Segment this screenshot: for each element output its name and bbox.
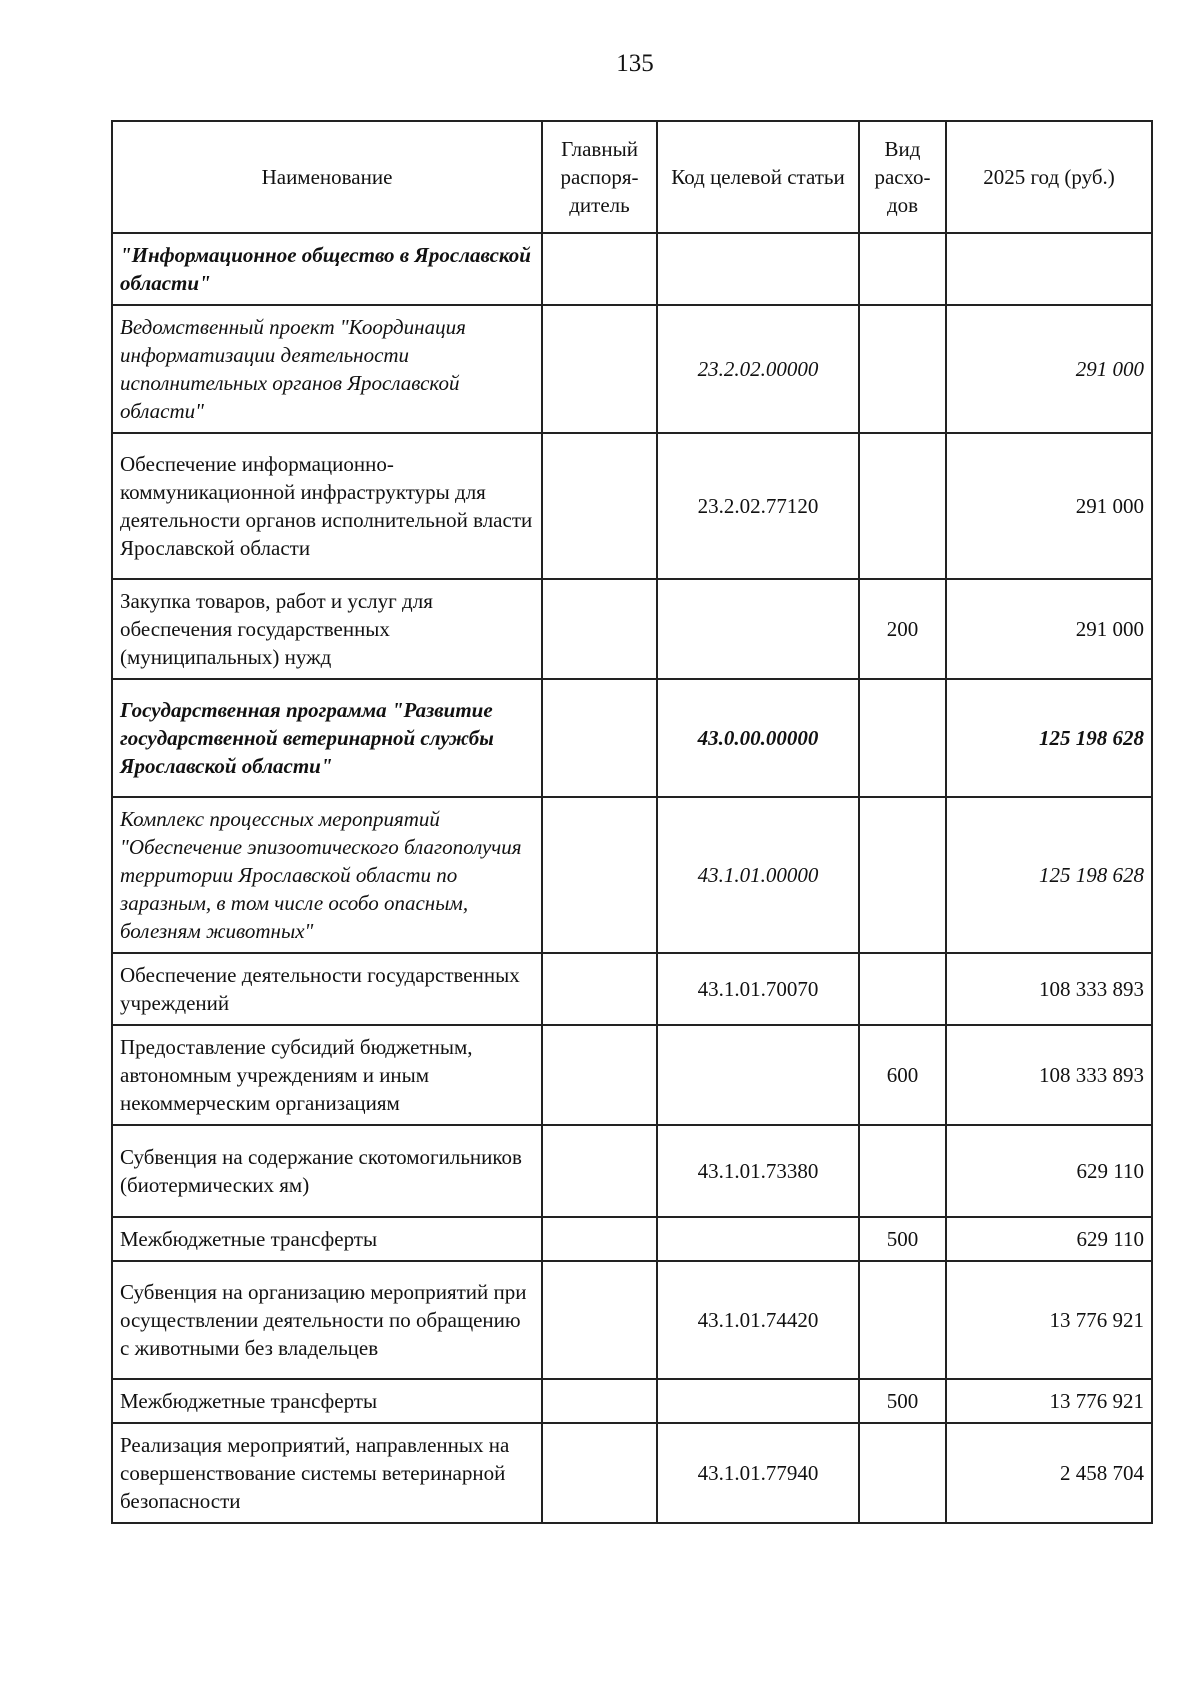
table-row [112, 1379, 1152, 1423]
row-chief-cell [542, 1217, 657, 1261]
row-chief-cell [542, 1379, 657, 1423]
row-code-cell [657, 1025, 859, 1125]
row-name-cell: Обеспечение деятельности государственных учреждений [112, 953, 542, 1025]
row-kind-cell [859, 1125, 946, 1217]
table-row [112, 797, 1152, 953]
row-kind-cell [859, 1423, 946, 1523]
row-chief-cell [542, 679, 657, 797]
row-kind-cell: 200 [859, 579, 946, 679]
table-body [112, 233, 1152, 1523]
row-chief-cell [542, 1025, 657, 1125]
table-row [112, 579, 1152, 679]
table-row [112, 1125, 1152, 1217]
row-amount-cell: 13 776 921 [946, 1379, 1152, 1423]
row-chief-cell [542, 433, 657, 579]
row-name-cell: Закупка товаров, работ и услуг для обеспечения государственных (муниципальных) нужд [112, 579, 542, 679]
row-chief-cell [542, 579, 657, 679]
header-name: Наименование [112, 121, 542, 233]
row-code-cell: 23.2.02.00000 [657, 305, 859, 433]
row-chief-cell [542, 305, 657, 433]
row-kind-cell [859, 679, 946, 797]
row-name-cell: Государственная программа "Развитие государственной ветеринарной службы Ярославской области" [112, 679, 542, 797]
header-target-code: Код целевой статьи [657, 121, 859, 233]
row-chief-cell [542, 1125, 657, 1217]
row-chief-cell [542, 1261, 657, 1379]
row-code-cell [657, 233, 859, 305]
budget-table [111, 120, 1153, 1524]
row-chief-cell [542, 233, 657, 305]
table-row [112, 1261, 1152, 1379]
header-expense-type: Вид расхо-дов [859, 121, 946, 233]
row-name-cell: Ведомственный проект "Координация информатизации деятельности исполнительных органов Ярославской области" [112, 305, 542, 433]
row-code-cell: 43.1.01.77940 [657, 1423, 859, 1523]
row-kind-cell [859, 797, 946, 953]
row-name-cell: Обеспечение информационно-коммуникационной инфраструктуры для деятельности органов исполнительной власти Ярославской области [112, 433, 542, 579]
table-row [112, 1423, 1152, 1523]
row-code-cell: 23.2.02.77120 [657, 433, 859, 579]
row-kind-cell [859, 953, 946, 1025]
row-code-cell [657, 579, 859, 679]
row-name-cell: Межбюджетные трансферты [112, 1379, 542, 1423]
table-row [112, 953, 1152, 1025]
row-amount-cell [946, 233, 1152, 305]
table-row [112, 679, 1152, 797]
row-code-cell: 43.1.01.74420 [657, 1261, 859, 1379]
row-kind-cell: 500 [859, 1379, 946, 1423]
row-name-cell: Комплекс процессных мероприятий "Обеспечение эпизоотического благополучия территории Ярославской области по заразным, в том числе особо опасным, болезням животных" [112, 797, 542, 953]
row-chief-cell [542, 797, 657, 953]
row-kind-cell [859, 1261, 946, 1379]
row-name-cell: Реализация мероприятий, направленных на совершенствование системы ветеринарной безопасности [112, 1423, 542, 1523]
row-code-cell: 43.1.01.00000 [657, 797, 859, 953]
row-kind-cell [859, 305, 946, 433]
row-name-cell: Межбюджетные трансферты [112, 1217, 542, 1261]
row-code-cell: 43.1.01.70070 [657, 953, 859, 1025]
header-year: 2025 год (руб.) [946, 121, 1152, 233]
table-row [112, 305, 1152, 433]
table-row [112, 1025, 1152, 1125]
header-row [112, 121, 1152, 233]
row-amount-cell: 13 776 921 [946, 1261, 1152, 1379]
row-amount-cell: 125 198 628 [946, 679, 1152, 797]
row-amount-cell: 291 000 [946, 433, 1152, 579]
row-amount-cell: 108 333 893 [946, 1025, 1152, 1125]
row-amount-cell: 629 110 [946, 1125, 1152, 1217]
row-kind-cell [859, 233, 946, 305]
table-row [112, 1217, 1152, 1261]
row-amount-cell: 108 333 893 [946, 953, 1152, 1025]
row-amount-cell: 291 000 [946, 579, 1152, 679]
row-amount-cell: 2 458 704 [946, 1423, 1152, 1523]
row-kind-cell [859, 433, 946, 579]
table-row [112, 233, 1152, 305]
row-amount-cell: 125 198 628 [946, 797, 1152, 953]
row-name-cell: Субвенция на организацию мероприятий при осуществлении деятельности по обращению с животными без владельцев [112, 1261, 542, 1379]
row-chief-cell [542, 953, 657, 1025]
row-kind-cell: 600 [859, 1025, 946, 1125]
row-name-cell: Предоставление субсидий бюджетным, автономным учреждениям и иным некоммерческим организациям [112, 1025, 542, 1125]
row-name-cell: "Информационное общество в Ярославской области" [112, 233, 542, 305]
row-amount-cell: 629 110 [946, 1217, 1152, 1261]
row-name-cell: Субвенция на содержание скотомогильников (биотермических ям) [112, 1125, 542, 1217]
page-number: 135 [616, 50, 654, 77]
row-code-cell [657, 1217, 859, 1261]
row-kind-cell: 500 [859, 1217, 946, 1261]
row-code-cell: 43.0.00.00000 [657, 679, 859, 797]
row-chief-cell [542, 1423, 657, 1523]
table-row [112, 433, 1152, 579]
row-code-cell [657, 1379, 859, 1423]
row-amount-cell: 291 000 [946, 305, 1152, 433]
row-code-cell: 43.1.01.73380 [657, 1125, 859, 1217]
header-chief-manager: Главный распоря-дитель [542, 121, 657, 233]
